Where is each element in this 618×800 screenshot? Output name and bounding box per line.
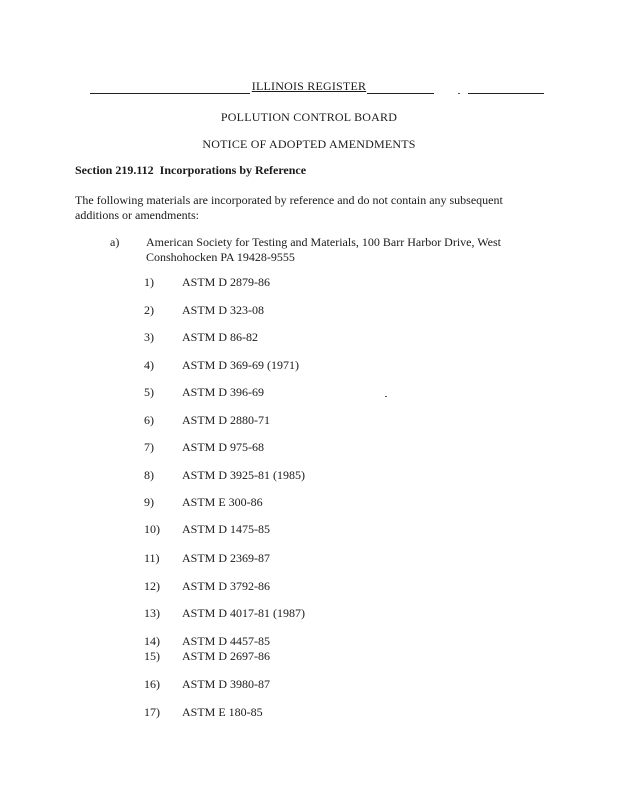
list-item-number: 16) (144, 677, 160, 691)
list-item-number: 3) (144, 330, 154, 344)
list-item-number: 7) (144, 440, 154, 454)
list-item-number: 1) (144, 275, 154, 289)
list-item-text: ASTM D 396-69 (182, 385, 265, 399)
list-item-number: 12) (144, 579, 160, 593)
list-item-number: 9) (144, 495, 154, 509)
list-item-text: ASTM D 3980-87 (182, 677, 271, 691)
list-item-text: ASTM E 180-85 (182, 705, 263, 719)
list-item-text: ASTM D 3925-81 (1985) (182, 468, 305, 482)
intro-paragraph: The following materials are incorporated by reference and do not contain any subsequent additions or amendments: (75, 193, 503, 222)
section-heading: Section 219.112 Incorporations by Reference (75, 163, 307, 177)
list-item-text: ASTM D 2879-86 (182, 275, 271, 289)
list-item-text: ASTM D 86-82 (182, 330, 259, 344)
subsection-a-label: a) (110, 235, 120, 249)
list-item-text: ASTM D 323-08 (182, 303, 265, 317)
list-item-number: 8) (144, 468, 154, 482)
list-item-text: ASTM D 2880-71 (182, 413, 271, 427)
list-item-text: ASTM D 3792-86 (182, 579, 271, 593)
list-item-text: ASTM D 975-68 (182, 440, 265, 454)
list-item-number: 10) (144, 522, 160, 536)
list-item-text: ASTM D 4017-81 (1987) (182, 606, 305, 620)
list-item-number: 4) (144, 358, 154, 372)
register-title: ILLINOIS REGISTER (251, 79, 367, 93)
list-item-number: 2) (144, 303, 154, 317)
list-item-number: 14) (144, 634, 160, 648)
list-item-text: ASTM D 4457-85 (182, 634, 271, 648)
list-item-text: ASTM D 1475-85 (182, 522, 271, 536)
list-item-number: 15) (144, 649, 160, 663)
list-item-text: ASTM E 300-86 (182, 495, 263, 509)
scan-speck (385, 396, 387, 397)
list-item-text: ASTM D 369-69 (1971) (182, 358, 299, 372)
list-item-text: ASTM D 2369-87 (182, 551, 271, 565)
notice-title: NOTICE OF ADOPTED AMENDMENTS (202, 137, 416, 151)
list-item-number: 6) (144, 413, 154, 427)
list-item-number: 13) (144, 606, 160, 620)
list-item-text: ASTM D 2697-86 (182, 649, 271, 663)
board-title: POLLUTION CONTROL BOARD (220, 110, 398, 124)
list-item-number: 11) (144, 551, 160, 565)
list-item-number: 5) (144, 385, 154, 399)
list-item-number: 17) (144, 705, 160, 719)
subsection-a-text: American Society for Testing and Materials, 100 Barr Harbor Drive, West Conshohocken PA 19428-9555 (146, 235, 501, 264)
